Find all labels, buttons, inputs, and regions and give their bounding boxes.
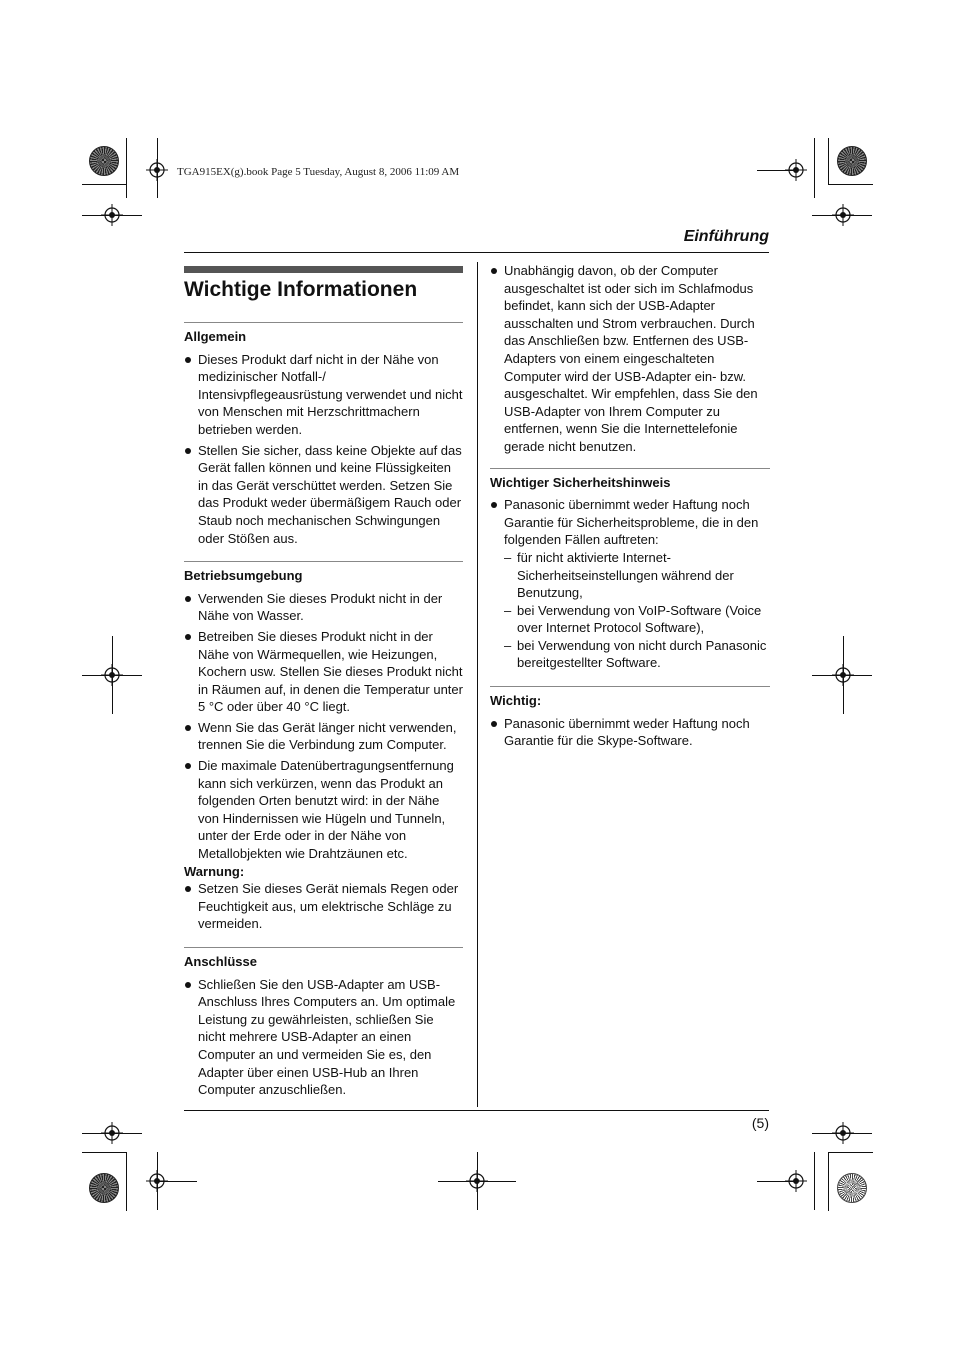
- crop-line-icon: [112, 636, 113, 714]
- section-betriebsumgebung: [184, 561, 463, 933]
- section-heading: Wichtiger Sicherheitshinweis: [490, 474, 671, 490]
- registration-disc-icon: [89, 1173, 119, 1203]
- print-slug: TGA915EX(g).book Page 5 Tuesday, August 8, 2006 11:09 AM: [177, 166, 460, 178]
- list-item: Die maximale Datenübertragungsentfernung kann sich verkürzen, wenn das Produkt an folgenden Orten benutzt wird: in der Nähe von Hindernissen wie Hügeln und Tunneln, unter der Erde oder in der Nähe von Metallobjekten wie Drahtzäunen etc.: [184, 757, 463, 863]
- list-item: Unabhängig davon, ob der Computer ausgeschaltet ist oder sich im Schlafmodus befindet, kann sich der USB-Adapter ausschalten und Strom verbrauchen. Durch das Anschließen bzw. Entfernen des USB-Adapters von einem eingeschalteten Computer wird der USB-Adapter ein- bzw. ausgeschaltet. Wir empfehlen, dass Sie den USB-Adapter von Ihrem Computer zu entfernen, wenn Sie die Internettelefonie gerade nicht benutzen.: [490, 262, 770, 456]
- section-continued: [490, 262, 770, 456]
- section-heading: Allgemein: [184, 329, 247, 344]
- crop-line-icon: [757, 1181, 797, 1182]
- list-item: Dieses Produkt darf nicht in der Nähe von medizinischer Notfall-/ Intensivpflegeausrüstung verwendet und nicht von Menschen mit Herzschrittmachern betrieben werden.: [184, 351, 463, 439]
- right-column: [490, 262, 770, 764]
- list-item: Schließen Sie den USB-Adapter am USB-Anschluss Ihres Computers an. Um optimale Leistung zu gewährleisten, schließen Sie nicht mehrere USB-Adapter an einen Computer an und vermeiden Sie es, den Adapter über einen USB-Hub an Ihren Computer anzuschließen.: [184, 976, 463, 1099]
- section-heading: Anschlüsse: [184, 954, 257, 969]
- section-anschluesse: [184, 947, 463, 1099]
- crop-line-icon: [82, 215, 142, 216]
- header-rule: [184, 252, 769, 253]
- page-number: (5): [751, 1115, 769, 1131]
- section-heading: Betriebsumgebung: [184, 568, 303, 584]
- column-divider: [477, 262, 478, 1107]
- list-item: Betreiben Sie dieses Produkt nicht in der Nähe von Wärmequellen, wie Heizungen, Kochern usw. Stellen Sie dieses Produkt nicht in Räumen auf, in denen die Temperatur unter 5 °C oder über 40 °C liegt.: [184, 628, 463, 716]
- crop-mark-icon: [828, 138, 873, 185]
- list-item: Verwenden Sie dieses Produkt nicht in der Nähe von Wasser.: [184, 590, 463, 625]
- crop-line-icon: [814, 138, 815, 198]
- section-wichtig: [490, 686, 770, 750]
- crop-mark-icon: [82, 138, 127, 185]
- crop-line-icon: [843, 636, 844, 714]
- list-item: Panasonic übernimmt weder Haftung noch Garantie für die Skype-Software.: [490, 715, 770, 750]
- crop-line-icon: [477, 1152, 478, 1210]
- running-header-title: Einführung: [683, 228, 769, 245]
- crop-line-icon: [812, 675, 872, 676]
- left-column: [184, 322, 463, 1113]
- crop-line-icon: [812, 215, 872, 216]
- crop-line-icon: [82, 1133, 142, 1134]
- list-item: Stellen Sie sicher, dass keine Objekte auf das Gerät fallen können und keine Flüssigkeiten in das Gerät verschüttet werden. Setzen Sie das Produkt weder übermäßigem Rauch oder Staub noch mechanischen Schwingungen oder Stößen aus.: [184, 442, 463, 548]
- crop-line-icon: [157, 138, 158, 198]
- list-item: Wenn Sie das Gerät länger nicht verwenden, trennen Sie die Verbindung zum Computer.: [184, 719, 463, 754]
- page-title: Wichtige Informationen: [184, 278, 418, 301]
- sub-list-item: – bei Verwendung von nicht durch Panasonic bereitgestellter Software.: [490, 637, 770, 672]
- crop-line-icon: [812, 1133, 872, 1134]
- crop-line-icon: [126, 138, 127, 198]
- section-sicherheitshinweis: [490, 468, 770, 673]
- sub-list-item: – für nicht aktivierte Internet-Sicherheitseinstellungen während der Benutzung,: [490, 549, 770, 602]
- footer-rule: [184, 1110, 769, 1111]
- list-item: Panasonic übernimmt weder Haftung noch Garantie für Sicherheitsprobleme, die in den folgenden Fällen auftreten:: [490, 496, 770, 549]
- crop-line-icon: [814, 1152, 815, 1210]
- list-item: Setzen Sie dieses Gerät niemals Regen oder Feuchtigkeit aus, um elektrische Schläge zu vermeiden.: [184, 880, 463, 933]
- title-bar: [184, 266, 463, 273]
- section-heading: Wichtig:: [490, 693, 542, 709]
- registration-disc-icon: [837, 1173, 867, 1203]
- sub-list-item: – bei Verwendung von VoIP-Software (Voice over Internet Protocol Software),: [490, 602, 770, 637]
- crop-line-icon: [757, 170, 797, 171]
- warning-heading: Warnung:: [184, 863, 245, 879]
- section-allgemein: [184, 322, 463, 547]
- crop-line-icon: [157, 1181, 197, 1182]
